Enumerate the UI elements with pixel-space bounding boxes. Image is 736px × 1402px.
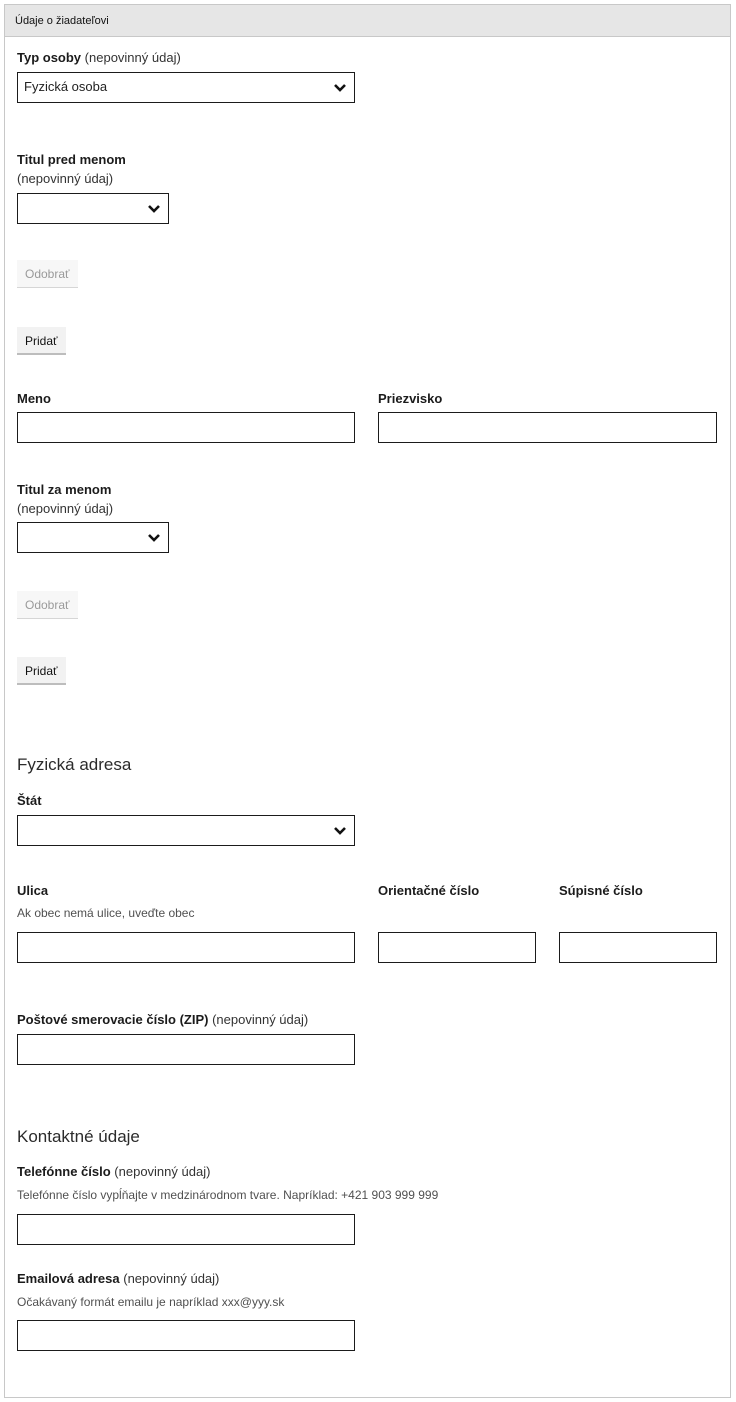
phone-label-text: Telefónne číslo	[17, 1164, 111, 1179]
email-input[interactable]	[17, 1320, 355, 1351]
title-before-remove-button[interactable]: Odobrať	[17, 260, 78, 288]
title-after-select[interactable]	[17, 522, 169, 553]
title-after-add-button[interactable]: Pridať	[17, 657, 66, 685]
chevron-down-icon	[147, 202, 161, 216]
chevron-down-icon	[147, 531, 161, 545]
title-after-remove-button[interactable]: Odobrať	[17, 591, 78, 619]
first-name-label: Meno	[17, 391, 51, 406]
title-before-select[interactable]	[17, 193, 169, 224]
orientation-number-input[interactable]	[378, 932, 536, 963]
zip-label	[17, 1011, 308, 1029]
title-before-label: Titul pred menom	[17, 152, 126, 167]
email-hint: Očakávaný formát emailu je napríklad xxx@yyy.sk	[17, 1295, 285, 1309]
country-label: Štát	[17, 793, 42, 808]
panel-title: Údaje o žiadateľovi	[5, 5, 730, 37]
title-after-optional: (nepovinný údaj)	[17, 501, 114, 516]
phone-input[interactable]	[17, 1214, 355, 1245]
person-type-optional: (nepovinný údaj)	[84, 50, 181, 65]
email-label-text: Emailová adresa	[17, 1271, 120, 1286]
person-type-label	[17, 49, 181, 67]
zip-optional: (nepovinný údaj)	[212, 1012, 309, 1027]
supis-number-input[interactable]	[559, 932, 717, 963]
last-name-label: Priezvisko	[378, 391, 443, 406]
chevron-down-icon	[333, 824, 347, 838]
person-type-value: Fyzická osoba	[24, 79, 108, 94]
country-select[interactable]	[17, 815, 355, 846]
title-before-optional: (nepovinný údaj)	[17, 171, 114, 186]
last-name-input[interactable]	[378, 412, 717, 443]
orientation-number-label: Orientačné číslo	[378, 883, 480, 898]
email-optional: (nepovinný údaj)	[123, 1271, 220, 1286]
supis-number-label: Súpisné číslo	[559, 883, 643, 898]
phone-hint: Telefónne číslo vypĺňajte v medzinárodnom tvare. Napríklad: +421 903 999 999	[17, 1188, 439, 1202]
zip-input[interactable]	[17, 1034, 355, 1065]
person-type-label-text: Typ osoby	[17, 50, 82, 65]
address-section-title: Fyzická adresa	[17, 755, 132, 774]
first-name-input[interactable]	[17, 412, 355, 443]
street-input[interactable]	[17, 932, 355, 963]
chevron-down-icon	[333, 81, 347, 95]
contact-section-title: Kontaktné údaje	[17, 1127, 140, 1146]
applicant-panel	[4, 4, 731, 1398]
street-label: Ulica	[17, 883, 49, 898]
title-after-label: Titul za menom	[17, 482, 112, 497]
person-type-select[interactable]	[17, 72, 355, 103]
title-before-add-button[interactable]: Pridať	[17, 327, 66, 355]
email-label	[17, 1270, 219, 1288]
phone-optional: (nepovinný údaj)	[114, 1164, 211, 1179]
zip-label-text: Poštové smerovacie číslo (ZIP)	[17, 1012, 209, 1027]
phone-label	[17, 1163, 210, 1181]
street-hint: Ak obec nemá ulice, uveďte obec	[17, 906, 195, 920]
